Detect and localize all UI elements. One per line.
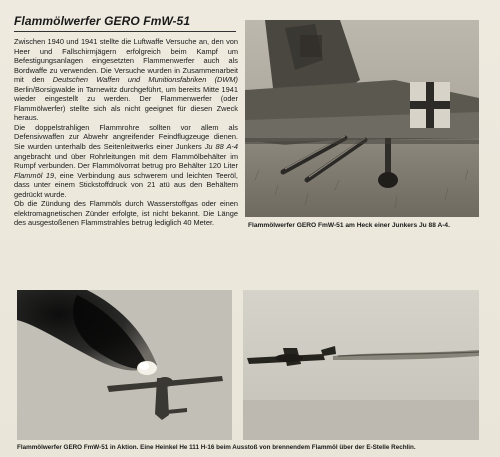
photo-ju88-tail-image xyxy=(245,20,479,217)
article-title: Flammölwerfer GERO FmW-51 xyxy=(14,14,191,28)
article-text-run: Ob die Zündung des Flammöls durch Wasserstoffgas oder einen elektromagnetischen Zünder erfolgte, ist nicht bekannt. Die Länge des ausgestoßenen Flammstrahles betrug lediglich 40 Meter. xyxy=(14,199,238,228)
article-paragraph xyxy=(14,199,238,228)
photo-he111-pass xyxy=(243,290,479,440)
article-text-run: Berlin/Borsigwalde in Tarnewitz durchgeführt, um bereits Mitte 1941 wieder eingestellt zu werden. Der Flammenwerfer (oder Flammölwerfer) stellte sich als nicht geeignet für diesen Zweck heraus. xyxy=(14,84,238,123)
article-emphasis: Ju 88 A-4 xyxy=(204,142,239,152)
photo-he111-smoke-image xyxy=(17,290,232,440)
article-emphasis: Deutschen Waffen und Munitionsfabriken (DWM) xyxy=(52,75,238,85)
article-emphasis: Flammöl 19 xyxy=(14,170,55,180)
article-text-run: angebracht und über Rohrleitungen mit dem Flammölbehälter im Rumpf verbunden. Der Flammölvorrat betrug pro Behälter 120 Liter xyxy=(14,151,238,171)
article-paragraph xyxy=(14,37,238,123)
title-rule xyxy=(14,31,236,32)
article-text-run: Die doppelstrahligen Flammrohre sollten vor allem als Defensivwaffen zur Abwehr angreifender Feindflugzeuge dienen. Sie wurden unterhalb des Seitenleitwerks einer Junkers xyxy=(14,122,238,152)
photo-ju88-tail xyxy=(245,20,479,217)
photo-he111-smoke xyxy=(17,290,232,440)
article-body xyxy=(14,37,238,228)
bottom-caption: Flammölwerfer GERO FmW-51 in Aktion. Eine Heinkel He 111 H-16 beim Ausstoß von brennendem Flammöl über der E-Stelle Rechlin. xyxy=(17,444,416,451)
article-paragraph xyxy=(14,123,238,199)
article-text-run: Zwischen 1940 und 1941 stellte die Luftwaffe Versuche an, den von Heer und Fallschirmjägern erfolgreich beim Kampf um Befestigungsanlagen eingesetzten Flammenwerfer auch als Bordwaffe zu verwenden. Die Versuche wurden in Zusammenarbeit mit den xyxy=(14,37,238,85)
photo-ju88-caption: Flammölwerfer GERO FmW-51 am Heck einer Junkers Ju 88 A-4. xyxy=(248,222,450,229)
photo-he111-pass-image xyxy=(243,290,479,440)
article-text-run: , eine Verbindung aus schwerem und leichten Teeröl, dass unter einem Stickstoffdruck von 21 atü aus den Behältern gedrückt wurde. xyxy=(14,170,238,199)
